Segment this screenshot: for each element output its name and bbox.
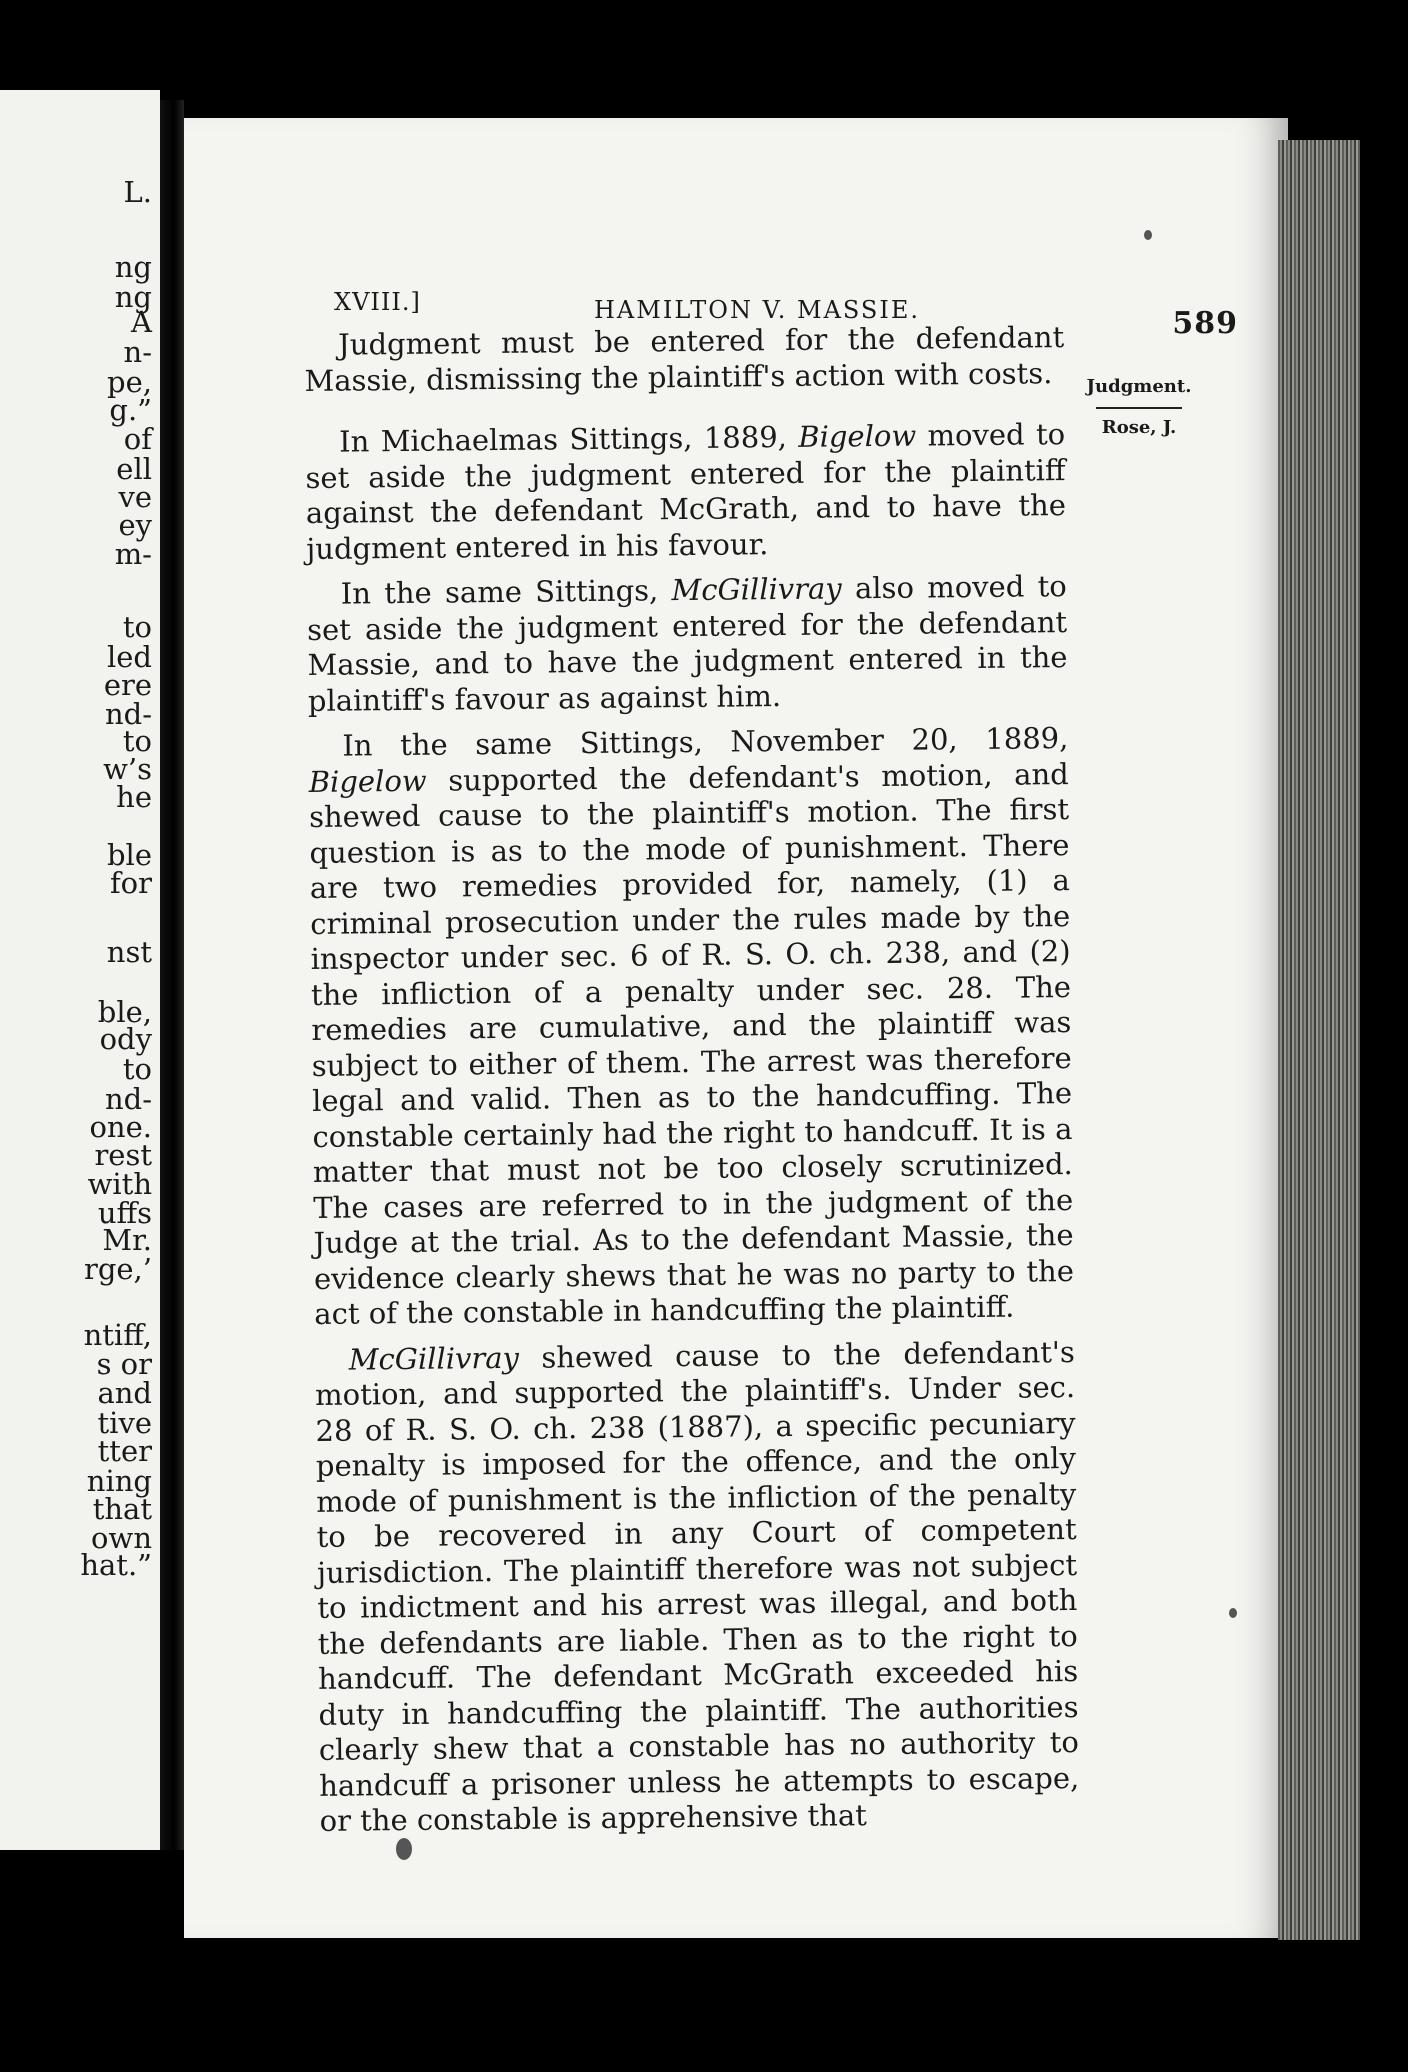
margin-judge: Rose, J. bbox=[1101, 417, 1177, 438]
counsel-name: McGillivray bbox=[671, 571, 842, 608]
left-page-line: A bbox=[131, 305, 152, 339]
left-page-line: ng bbox=[114, 280, 152, 314]
left-page-line: rge,’ bbox=[83, 1252, 152, 1286]
left-page-line: ble bbox=[106, 838, 152, 872]
paragraph-5 bbox=[315, 1334, 1080, 1839]
left-page-line: tive bbox=[97, 1406, 152, 1440]
main-page bbox=[184, 118, 1288, 1938]
left-page-line: g.” bbox=[109, 393, 152, 427]
left-page-line: pe, bbox=[107, 365, 152, 399]
volume-label: XVIII.] bbox=[334, 288, 421, 316]
paragraph-3-lead: In the same Sittings, bbox=[340, 573, 672, 611]
ink-spot bbox=[396, 1838, 412, 1860]
counsel-name: Bigelow bbox=[308, 763, 427, 799]
left-page-line: to bbox=[122, 610, 152, 644]
page-edges bbox=[1278, 140, 1360, 1940]
margin-rule bbox=[1096, 407, 1182, 409]
counsel-name: Bigelow bbox=[798, 418, 917, 454]
left-page-line: and bbox=[97, 1376, 152, 1410]
left-page-line: nd- bbox=[104, 1082, 152, 1116]
paragraph-2-text: moved to set aside the judgment entered for the plaintiff against the defendant McGrath, and to have the judgment entered in his favour. bbox=[305, 417, 1067, 566]
body-text bbox=[304, 320, 1080, 1849]
left-page-line: m- bbox=[114, 537, 152, 571]
left-page-fragment bbox=[0, 90, 160, 1850]
margin-note bbox=[1084, 376, 1194, 438]
left-page-line: to bbox=[122, 724, 152, 758]
paragraph-4-text: supported the defendant's motion, and shewed cause to the plaintiff's motion. The first question is as to the mode of punishment. There are two remedies provided for, namely, (1) a criminal prosecution under the rules made by the inspector under sec. 6 of R. S. O. ch. 238, and (2) the infliction of a penalty under sec. 28. The remedies are cumulative, and the plaintiff was subject to either of them. The arrest was therefore legal and valid. Then as to the handcuffing. The constable certainly had the right to handcuff. It is a matter that must not be too closely scrutinized. The cases are referred to in the judgment of the Judge at the trial. As to the defendant Massie, the evidence clearly shews that he was no party to the act of the constable in handcuffing the plaintiff. bbox=[308, 756, 1075, 1331]
left-page-line: ve bbox=[118, 480, 152, 514]
paragraph-2 bbox=[305, 417, 1066, 567]
left-page-line: to bbox=[122, 1052, 152, 1086]
paragraph-1-text: Judgment must be entered for the defendant Massie, dismissing the plaintiff's action with costs. bbox=[304, 320, 1065, 398]
left-page-line: nst bbox=[106, 935, 152, 969]
left-page-line: one. bbox=[89, 1110, 152, 1144]
left-page-line: w’s bbox=[103, 752, 152, 786]
left-page-line: he bbox=[116, 780, 152, 814]
left-page-line: with bbox=[87, 1167, 152, 1201]
left-page-line: hat.” bbox=[80, 1548, 152, 1582]
left-page-line: ntiff, bbox=[83, 1318, 152, 1352]
paragraph-5-text: shewed cause to the defendant's motion, and supported the plaintiff's. Under sec. 28 of R. S. O. ch. 238 (1887), a specific pecuniary penalty is imposed for the offence, and the only mode of punishment is the infliction of the penalty to be recovered in any Court of competent jurisdiction. The plaintiff therefore was not subject to indictment and his arrest was illegal, and both the defendants are liable. Then as to the right to handcuff. The defendant McGrath exceeded his duty in handcuffing the plaintiff. The authorities clearly shew that a constable has no authority to handcuff a prisoner unless he attempts to escape, or the constable is apprehensive that bbox=[314, 1334, 1080, 1838]
left-page-line: tter bbox=[97, 1434, 152, 1468]
left-page-line: ng bbox=[114, 250, 152, 284]
left-page-line: ning bbox=[86, 1464, 152, 1498]
left-page-line: L. bbox=[123, 175, 152, 209]
paragraph-4 bbox=[308, 721, 1074, 1332]
left-page-line: n- bbox=[123, 335, 152, 369]
left-page-line: ell bbox=[116, 452, 152, 486]
paragraph-3 bbox=[307, 569, 1068, 719]
paragraph-4-lead: In the same Sittings, November 20, 1889, bbox=[342, 721, 1069, 763]
left-page-line: rest bbox=[94, 1138, 152, 1172]
paragraph-3-text: also moved to set aside the judgment entered for the defendant Massie, and to have the judgment entered in the plaintiff's favour as against him. bbox=[306, 569, 1068, 718]
left-page-line: Mr. bbox=[102, 1223, 152, 1257]
left-page-line: ble, bbox=[97, 995, 152, 1029]
margin-heading: Judgment. bbox=[1086, 376, 1192, 397]
left-page-line: own bbox=[91, 1521, 152, 1555]
left-page-line: ey bbox=[118, 508, 152, 542]
paragraph-2-lead: In Michaelmas Sittings, 1889, bbox=[339, 419, 799, 459]
left-page-line: for bbox=[109, 866, 152, 900]
left-page-line: of bbox=[123, 422, 152, 456]
paragraph-1 bbox=[304, 320, 1065, 399]
left-page-line: led bbox=[106, 640, 152, 674]
left-page-line: uffs bbox=[97, 1196, 152, 1230]
left-page-line: that bbox=[92, 1492, 152, 1526]
ink-spot bbox=[1144, 230, 1152, 240]
case-title: HAMILTON V. MASSIE. bbox=[594, 296, 920, 324]
ink-spot bbox=[1229, 1608, 1237, 1618]
left-page-line: nd- bbox=[104, 697, 152, 731]
left-page-line: s or bbox=[96, 1347, 152, 1381]
book-gutter bbox=[160, 100, 184, 1850]
counsel-name: McGillivray bbox=[348, 1340, 520, 1377]
left-page-line: ody bbox=[99, 1022, 152, 1056]
page-number: 589 bbox=[1172, 306, 1238, 341]
left-page-line: ere bbox=[103, 668, 152, 702]
